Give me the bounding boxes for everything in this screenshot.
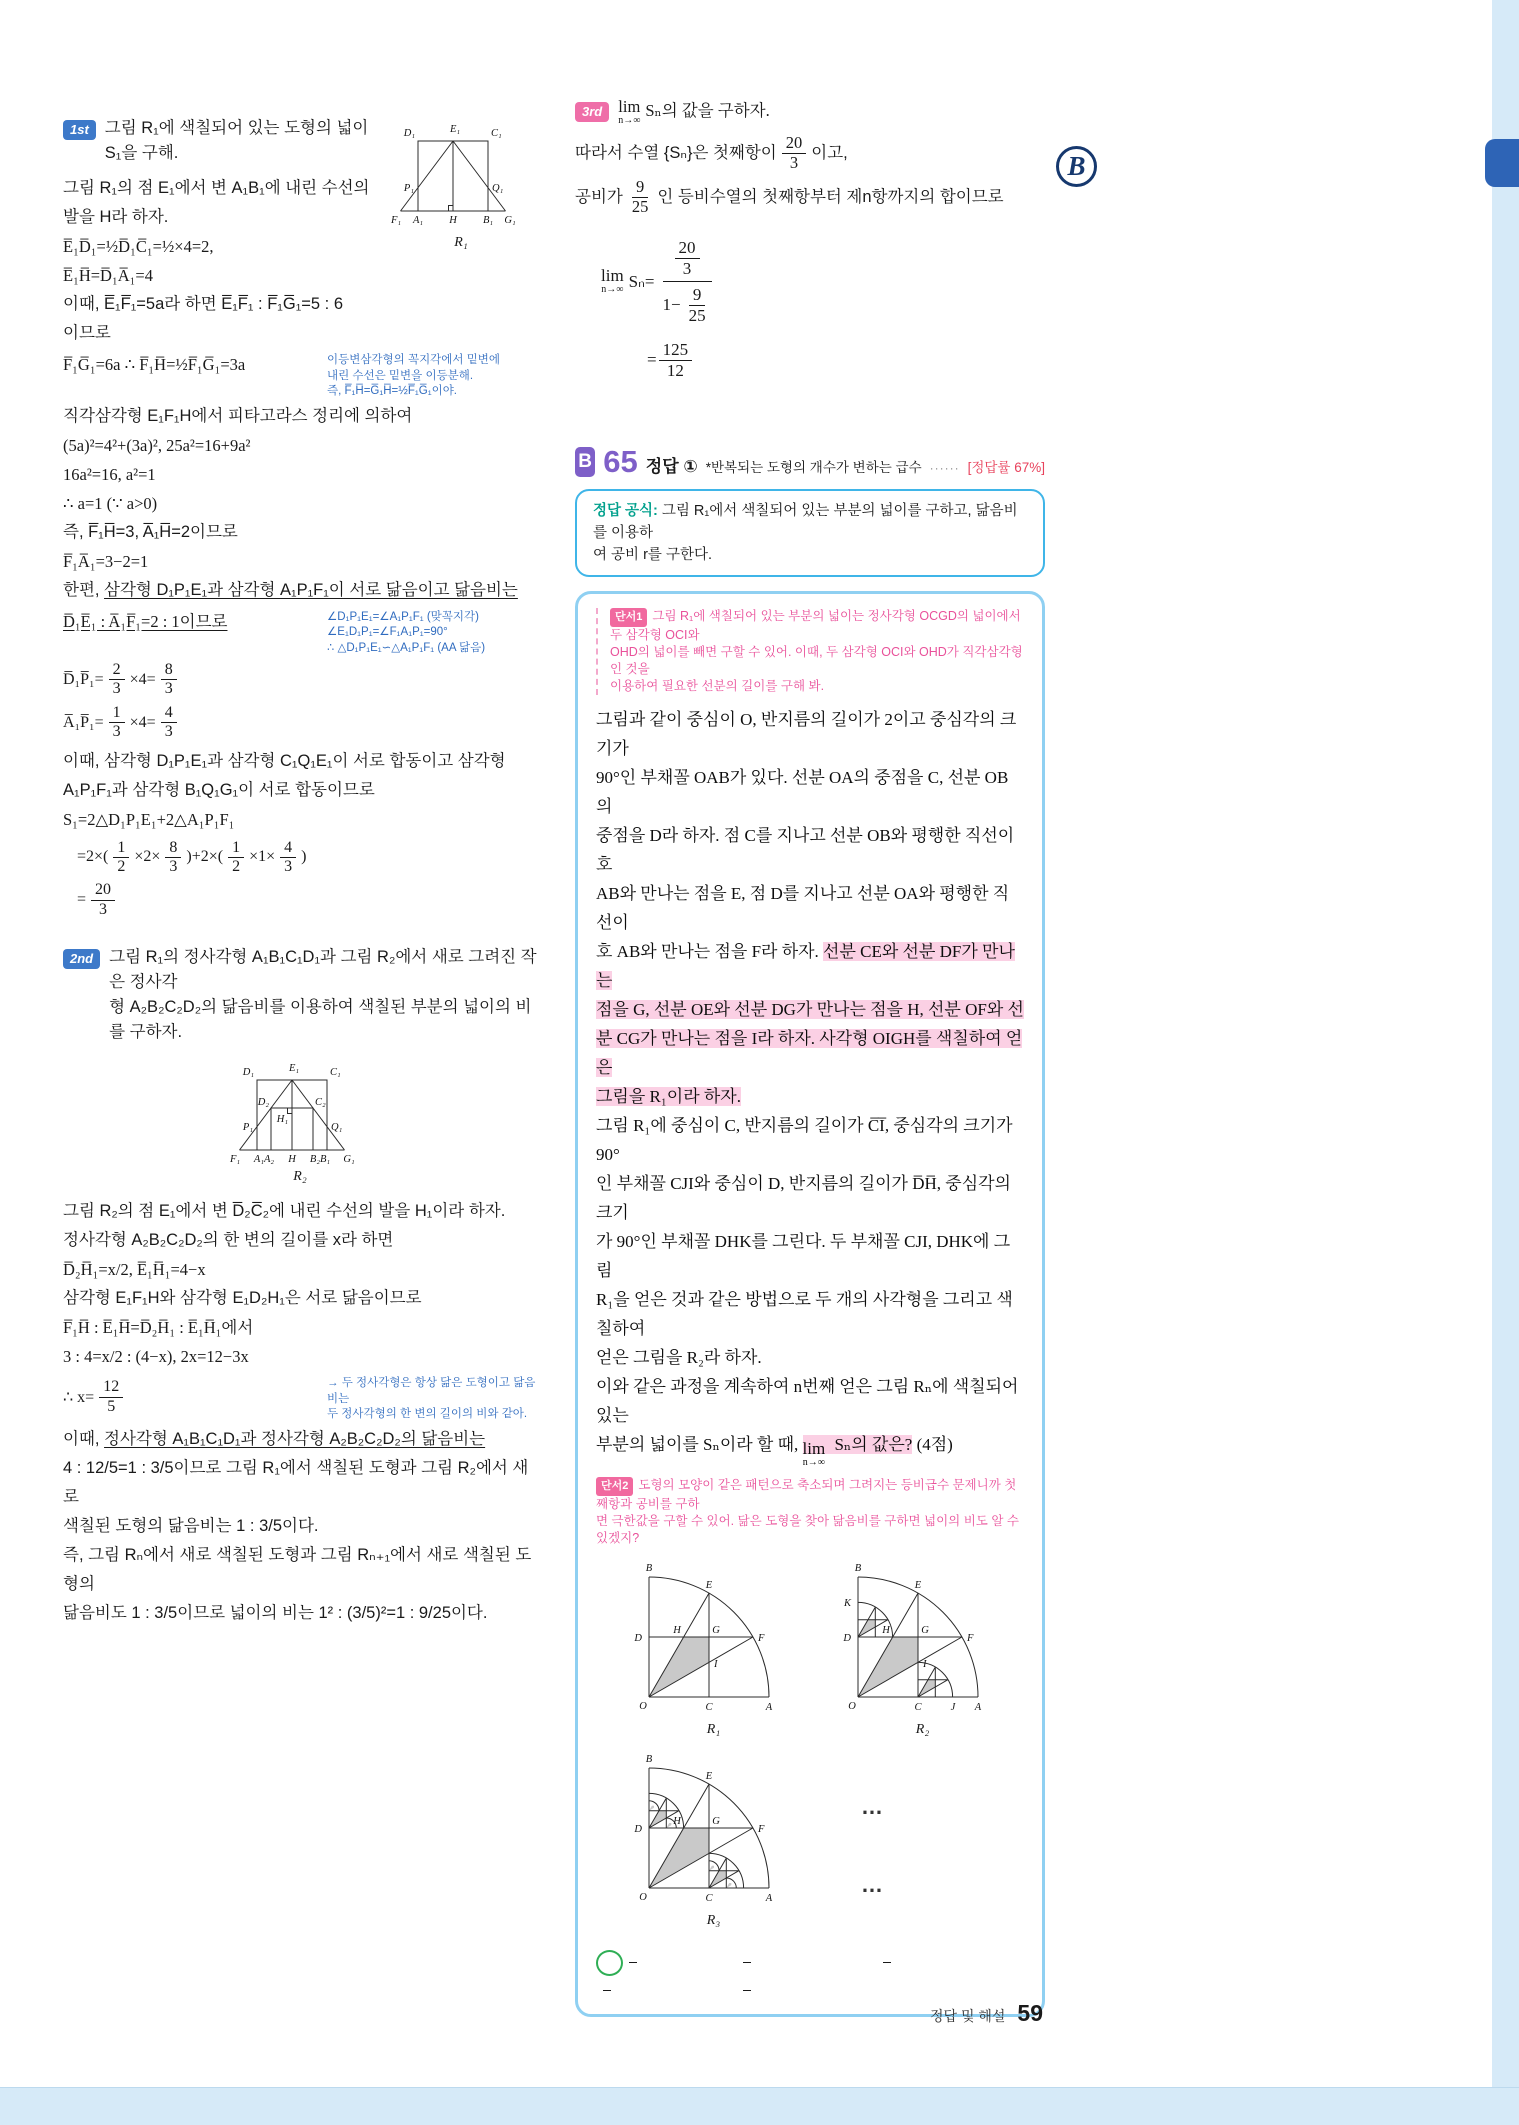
step3-badge: 3rd <box>575 102 609 122</box>
fraction: $\frac{20}{3}$ <box>675 238 700 278</box>
problem-line: R₁을 얻은 것과 같은 방법으로 두 개의 사각형을 그리고 색칠하여 <box>596 1290 1013 1339</box>
solution-line: 16a²=16, a²=1 <box>63 464 156 484</box>
problem-line: 그림 R₁에 중심이 C, 반지름의 길이가 C̅I̅, 중심각의 크기가 90° <box>596 1116 1013 1165</box>
solution-line: ∴ a=1 (∵ a>0) <box>63 493 158 513</box>
option-4[interactable] <box>596 1990 736 1991</box>
right-column <box>575 98 1045 2017</box>
label-j: J <box>950 1701 955 1713</box>
fraction <box>743 1990 751 1991</box>
label-h: H <box>672 1624 681 1636</box>
step1-goal: 그림 R₁에 색칠되어 있는 도형의 넓이 S₁을 구해. <box>104 119 369 162</box>
fraction: $\frac{2}{3}$ <box>109 661 125 699</box>
label-h: H <box>288 1154 296 1166</box>
text-segment: 인 등비수열의 첫째항부터 제n항까지의 합이므로 <box>657 188 1004 207</box>
label-a: A <box>765 1701 772 1713</box>
label-f: F <box>757 1632 764 1644</box>
clue-text: 이용하여 필요한 선분의 길이를 구해 봐. <box>610 679 825 694</box>
figure-r1-solution <box>385 116 537 251</box>
problem-body <box>596 705 1024 1468</box>
fraction <box>603 1990 611 1991</box>
label-p1: P₁ <box>242 1122 253 1134</box>
text-segment: ∴ x= <box>63 1388 95 1406</box>
clue2-badge: 단서2 <box>596 1477 633 1496</box>
text-segment: = <box>77 891 87 909</box>
solution-line: 즉, 그림 Rₙ에서 새로 색칠된 도형과 그림 Rₙ₊₁에서 새로 색칠된 도형의 <box>63 1545 532 1593</box>
option-5[interactable] <box>736 1990 876 1991</box>
blue-note-line: 내린 수선은 밑변을 이등분해. <box>327 369 474 382</box>
text-segment: ×2× <box>134 848 161 866</box>
shaded-quad-micro <box>726 1883 731 1888</box>
figure-caption: R₂ <box>915 1721 930 1737</box>
solution-line: (5a)²=4²+(3a)², 25a²=16+9a² <box>63 435 251 455</box>
blue-note-line: ∠D₁P₁E₁=∠A₁P₁F₁ (맞꼭지각) <box>327 610 479 623</box>
fraction: $\frac{8}{3}$ <box>165 839 181 877</box>
fraction <box>883 1962 891 1963</box>
label-g: G <box>920 1624 929 1636</box>
step2-badge: 2nd <box>63 949 100 969</box>
problem-header <box>575 444 1045 480</box>
blue-note-line: 이등변삼각형의 꼭지각에서 밑변에 <box>327 354 501 366</box>
figure-row-2 <box>616 1748 1024 1929</box>
solution-line <box>63 576 537 605</box>
step2-header <box>63 945 537 1045</box>
solution-line <box>575 134 1045 173</box>
fraction <box>743 1962 751 1963</box>
solution-line: 3 : 4=x/2 : (4−x), 2x=12−3x <box>63 1347 249 1367</box>
step1-badge: 1st <box>63 120 96 140</box>
option-1[interactable] <box>596 1950 736 1976</box>
blue-note <box>327 607 537 657</box>
solution-line <box>63 704 537 742</box>
step3-goal: lim n→∞ Sₙ의 값을 구하자. <box>618 97 770 126</box>
figure-r1-lines <box>401 141 506 211</box>
underlined-phrase: D̅₁E̅₁ : A̅₁F̅₁=2 : 1이므로 <box>63 611 228 631</box>
continuation-dots <box>825 1748 883 1898</box>
text-segment: 공비가 <box>575 188 623 207</box>
fraction: $\frac{12}{5}$ <box>99 1378 123 1416</box>
solution-line: 이때, E̅₁F̅₁=5a라 하면 E̅₁F̅₁ : F̅₁G̅₁=5 : 6 <box>63 295 343 313</box>
figure-problem-r3 <box>616 1748 811 1929</box>
label-h: H <box>881 1624 890 1636</box>
label-c1: C₁ <box>491 128 502 139</box>
display-equation <box>601 235 1045 328</box>
limit-symbol: lim n→∞ <box>601 266 624 296</box>
solution-line: 그림 R₁의 점 E₁에서 변 A₁B₁에 내린 수선의 <box>63 179 370 197</box>
figure-problem-r3-svg <box>619 1748 809 1906</box>
page-number: 59 <box>1017 2000 1043 2026</box>
figure-problem-r2-svg <box>828 1557 1018 1715</box>
solution-line: 이때, 삼각형 D₁P₁E₁과 삼각형 C₁Q₁E₁이 서로 합동이고 삼각형 <box>63 751 506 770</box>
fraction: $\frac{125}{12}$ <box>659 340 693 380</box>
label-b: B <box>645 1562 652 1574</box>
label-e: E <box>914 1579 921 1591</box>
figure-caption: R₃ <box>706 1912 721 1928</box>
label-p1: P₁ <box>403 183 414 194</box>
text-segment: ×1× <box>249 848 276 866</box>
text-segment: ×4= <box>129 670 156 688</box>
topic-note: *반복되는 도형의 개수가 변하는 급수 <box>705 460 922 476</box>
solution-line <box>77 881 537 919</box>
underlined-phrase: 삼각형 D₁P₁E₁과 삼각형 A₁P₁F₁이 서로 닮음이고 닮음비는 <box>104 580 518 599</box>
label-q1: Q₁ <box>492 183 504 194</box>
text-segment: )+2×( <box>186 848 224 866</box>
blue-note-line: 즉, F̅₁H̅=G̅₁H̅=½F̅₁G̅₁이야. <box>327 385 458 397</box>
clue1-note <box>596 608 1024 695</box>
fraction: $\frac{9}{25}$ <box>688 285 706 325</box>
problem-line: 가 90°인 부채꼴 DHK를 그린다. 두 부채꼴 CJI, DHK에 그림 <box>596 1232 1011 1281</box>
leader-dots: ······ <box>929 461 960 476</box>
text-segment: ) <box>301 848 307 866</box>
label-i: I <box>713 1658 717 1670</box>
label-d: D <box>633 1632 642 1644</box>
option-3[interactable] <box>876 1950 1016 1976</box>
problem-number: 65 <box>603 444 638 480</box>
text-segment: 한편, <box>63 580 105 599</box>
footer-label: 정답 및 해설 <box>930 2008 1006 2024</box>
text-segment: Sₙ= <box>628 271 655 291</box>
page-footer <box>0 2000 1043 2027</box>
fraction: $\frac{1}{3}$ <box>109 704 125 742</box>
solution-line <box>63 1378 125 1416</box>
fraction: $\frac{4}{3}$ <box>161 704 177 742</box>
problem-line: 부분의 넓이를 Sₙ이라 할 때, lim n→∞ Sₙ의 값은? (4점) <box>596 1435 953 1469</box>
text-segment: 그림 R₁의 정사각형 A₁B₁C₁D₁과 그림 R₂에서 새로 그려진 작은 정사각 <box>109 948 537 992</box>
fraction: $\frac{20}{3}$ <box>91 881 115 919</box>
label-f1: F₁ <box>390 215 402 226</box>
fraction: $\frac{4}{3}$ <box>280 839 296 877</box>
correct-rate: [정답률 67%] <box>967 460 1045 476</box>
label-e: E <box>705 1579 712 1591</box>
problem-line: 그림과 같이 중심이 O, 반지름의 길이가 2이고 중심각의 크기가 <box>596 710 1017 759</box>
label-i: I <box>922 1658 926 1670</box>
option-2[interactable] <box>736 1950 876 1976</box>
problem-box <box>575 591 1045 2016</box>
solution-line: A₁P₁F₁과 삼각형 B₁Q₁G₁이 서로 합동이므로 <box>63 780 375 799</box>
label-c: C <box>704 1892 713 1904</box>
highlighted-phrase: 그림을 R₁이라 하자. <box>596 1087 741 1107</box>
label-d2: D₂ <box>257 1097 269 1109</box>
solution-line: 즉, F̅₁H̅=3, A̅₁H̅=2이므로 <box>63 522 238 541</box>
figure-caption: R₂ <box>293 1169 307 1185</box>
problem-line <box>596 1082 1024 1111</box>
step3-header <box>575 98 1045 126</box>
limit-symbol: lim n→∞ <box>802 1439 826 1469</box>
label-c1: C₁ <box>330 1067 341 1079</box>
label-g: G <box>711 1815 720 1827</box>
problem-line <box>596 1024 1024 1082</box>
step1-header <box>63 116 377 166</box>
text-segment: = <box>647 350 657 370</box>
label-f1: F₁ <box>229 1154 241 1166</box>
solution-line: 그림 R₂의 점 E₁에서 변 D̅₂C̅₂에 내린 수선의 발을 H₁이라 하자. <box>63 1202 506 1221</box>
clue2-note <box>596 1477 1024 1547</box>
formula-label: 정답 공식: <box>593 503 658 520</box>
label-h: H <box>672 1815 681 1827</box>
ellipsis: … <box>861 1793 883 1819</box>
label-d: D <box>633 1823 642 1835</box>
display-equation <box>647 340 1045 380</box>
figure-caption: R₁ <box>454 235 468 250</box>
text-segment: 이고, <box>811 144 848 163</box>
correct-answer-ring <box>596 1950 623 1976</box>
problem-line: 호 AB와 만나는 점을 F라 하자. 선분 CE와 선분 DF가 만나는 <box>596 942 1015 991</box>
figure-problem-r1-svg <box>619 1557 809 1715</box>
solution-row <box>63 607 537 657</box>
limit-symbol: lim n→∞ <box>618 97 641 126</box>
clue-text: 도형의 모양이 같은 패턴으로 축소되며 그려지는 등비급수 문제니까 첫째항과 공비를 구하 <box>596 1477 1017 1511</box>
fraction: $\frac{1}{2}$ <box>228 839 244 877</box>
label-g: G <box>711 1624 720 1636</box>
fraction <box>629 1962 637 1963</box>
solution-line: S₁=2△D₁P₁E₁+2△A₁P₁F₁ <box>63 809 235 829</box>
figure-r2-solution <box>63 1055 537 1185</box>
label-f: F <box>757 1823 764 1835</box>
figure-problem-r2 <box>825 1557 1020 1738</box>
label-d1: D₁ <box>242 1067 254 1079</box>
answer-options <box>596 1943 1024 1998</box>
text-segment: A̅₁P̅₁= <box>63 713 104 731</box>
label-o: O <box>847 1700 856 1712</box>
label-b2b1: B₂B₁ <box>309 1154 331 1166</box>
clue-text: OHD의 넓이를 빼면 구할 수 있어. 이때, 두 삼각형 OCI와 OHD가 직각삼각형인 것을 <box>610 645 1023 677</box>
label-a1: A₁ <box>412 215 424 226</box>
fraction: $\frac{20}{3}$ <box>782 134 807 173</box>
text-segment: =2×( <box>77 848 109 866</box>
label-q1: Q₁ <box>331 1122 343 1134</box>
figure-problem-r1 <box>616 1557 811 1738</box>
problem-line: 인 부채꼴 CJI와 중심이 D, 반지름의 길이가 D̅H̅, 중심각의 크기 <box>596 1174 1011 1223</box>
label-b1: B₁ <box>482 215 494 226</box>
figure-caption: R₁ <box>706 1721 721 1737</box>
highlighted-phrase: 점을 G, 선분 OE와 선분 DG가 만나는 점을 H, 선분 OF와 선 <box>596 1000 1024 1020</box>
blue-note-line: ∠E₁D₁P₁=∠F₁A₁P₁=90° <box>327 626 448 638</box>
blue-note <box>327 350 537 400</box>
page-edge-right <box>1492 0 1519 2125</box>
figure-row-1 <box>616 1557 1024 1738</box>
big-fraction: $\frac{20}{3}$ 1− $\frac{9}{25}$ <box>657 235 718 328</box>
blue-note <box>327 1373 537 1423</box>
problem-line: 90°인 부채꼴 OAB가 있다. 선분 OA의 중점을 C, 선분 OB의 <box>596 768 1009 817</box>
solution-line: D̅₂H̅₁=x/2, E̅₁H̅₁=4−x <box>63 1260 206 1280</box>
text-segment: ×4= <box>129 713 156 731</box>
solution-line: 이므로 <box>63 324 111 342</box>
answer-formula-box <box>575 489 1045 577</box>
label-o: O <box>638 1891 647 1903</box>
solution-line <box>575 178 1045 217</box>
formula-text: 그림 R₁에서 색칠되어 있는 부분의 넓이를 구하고, 닮음비를 이용하 <box>593 503 1018 542</box>
label-b: B <box>854 1562 861 1574</box>
problem-line: AB와 만나는 점을 E, 점 D를 지나고 선분 OA와 평행한 직선이 <box>596 884 1010 933</box>
label-a: A <box>765 1892 772 1904</box>
solution-line: E̅₁D̅₁=½D̅₁C̅₁=½×4=2, <box>63 237 214 256</box>
text-segment: 따라서 수열 {Sₙ}은 첫째항이 <box>575 144 777 163</box>
fraction: $\frac{9}{25}$ <box>631 177 649 217</box>
problem-line: 중점을 D라 하자. 점 C를 지나고 선분 OB와 평행한 직선이 호 <box>596 826 1015 875</box>
label-e: E <box>705 1770 712 1782</box>
solution-row <box>63 350 537 400</box>
shaded-quad-micro <box>709 1865 714 1870</box>
solution-line: 색칠된 도형의 닮음비는 1 : 3/5이다. <box>63 1516 319 1535</box>
label-a: A <box>974 1701 981 1713</box>
solution-line: 정사각형 A₂B₂C₂D₂의 한 변의 길이를 x라 하면 <box>63 1231 394 1250</box>
highlighted-phrase: 분 CG가 만나는 점을 I라 하자. 사각형 OIGH를 색칠하여 얻은 <box>596 1029 1023 1078</box>
label-h: H <box>449 215 457 226</box>
solution-line: F̅₁H̅ : E̅₁H̅=D̅₂H̅₁ : E̅₁H̅₁에서 <box>63 1318 254 1338</box>
text-segment: 이때, <box>63 1429 105 1448</box>
right-angle-mark <box>449 206 454 212</box>
blue-note-line: 두 정사각형의 한 변의 길이의 비와 같아. <box>327 1408 528 1421</box>
label-g1: G₁ <box>504 215 516 226</box>
text-segment: D̅₁P̅₁= <box>63 670 104 688</box>
solution-line: 닮음비도 1 : 3/5이므로 넓이의 비는 1² : (3/5)²=1 : 9/25이다. <box>63 1603 488 1622</box>
label-f: F <box>966 1632 973 1644</box>
label-e1: E₁ <box>288 1063 300 1075</box>
step2-goal <box>109 945 537 1045</box>
highlighted-phrase: lim n→∞ Sₙ의 값은? <box>802 1435 913 1469</box>
shaded-quad-micro <box>649 1805 654 1810</box>
label-h1: H₁ <box>276 1114 288 1126</box>
label-c2: C₂ <box>315 1097 326 1109</box>
label-d: D <box>842 1632 851 1644</box>
figure-r1-svg <box>386 116 536 228</box>
formula-text: 여 공비 r를 구한다. <box>593 547 712 564</box>
chapter-side-tab <box>1485 139 1519 187</box>
label-k: K <box>843 1597 851 1609</box>
solution-line: 발을 H라 하자. <box>63 208 169 226</box>
text-segment: 형 A₂B₂C₂D₂의 닮음비를 이용하여 색칠된 부분의 넓이의 비를 구하자. <box>109 998 532 1042</box>
answer-label: 정답 ① <box>645 457 698 477</box>
clue-text: 면 극한값을 구할 수 있어. 닮은 도형을 찾아 닮음비를 구하면 넓이의 비도 알 수 있겠지? <box>596 1513 1019 1545</box>
solution-line <box>63 1425 537 1454</box>
solution-line: 직각삼각형 E₁F₁H에서 피타고라스 정리에 의하여 <box>63 406 413 425</box>
problem-line: 이와 같은 과정을 계속하여 n번째 얻은 그림 Rₙ에 색칠되어 있는 <box>596 1377 1019 1426</box>
figure-r2-lines <box>240 1080 345 1150</box>
solution-line: F̅₁A̅₁=3−2=1 <box>63 551 149 571</box>
label-g1: G₁ <box>343 1154 355 1166</box>
label-e1: E₁ <box>449 124 461 135</box>
page-edge-bottom <box>0 2087 1519 2125</box>
problem-line <box>596 995 1024 1024</box>
solution-line <box>77 839 537 877</box>
ellipsis: … <box>861 1871 883 1897</box>
right-angle-mark <box>288 1108 293 1114</box>
fraction: $\frac{8}{3}$ <box>161 661 177 699</box>
underlined-phrase: 정사각형 A₁B₁C₁D₁과 정사각형 A₂B₂C₂D₂의 닮음비는 <box>104 1429 486 1448</box>
solution-line <box>63 661 537 699</box>
problem-section-badge: B <box>575 447 595 477</box>
blue-note-line: → 두 정사각형은 항상 닮은 도형이고 닮음비는 <box>327 1377 536 1405</box>
label-a1a2: A₁A₂ <box>253 1154 275 1166</box>
highlighted-phrase: 선분 CE와 선분 DF가 만나는 <box>596 942 1015 991</box>
section-b-marker: B <box>1056 146 1097 187</box>
clue-text: 그림 R₁에 색칠되어 있는 부분의 넓이는 정사각형 OCGD의 넓이에서 두 삼각형 OCI와 <box>610 609 1021 643</box>
solution-line: F̅₁G̅₁=6a ∴ F̅₁H̅=½F̅₁G̅₁=3a <box>63 355 246 374</box>
label-o: O <box>638 1700 647 1712</box>
left-column <box>63 116 537 1628</box>
solution-line: 4 : 12/5=1 : 3/5이므로 그림 R₁에서 색칠된 도형과 그림 R₂에서 새로 <box>63 1458 529 1506</box>
clue1-badge: 단서1 <box>610 608 647 627</box>
solution-row <box>63 1373 537 1423</box>
label-c: C <box>913 1701 922 1713</box>
label-d1: D₁ <box>403 128 415 139</box>
label-b: B <box>645 1753 652 1765</box>
solution-line: E̅₁H̅=D̅₁A̅₁=4 <box>63 266 153 285</box>
figure-r2-svg <box>225 1055 375 1167</box>
fraction: $\frac{1}{2}$ <box>113 839 129 877</box>
label-c: C <box>704 1701 713 1713</box>
solution-line: 삼각형 E₁F₁H와 삼각형 E₁D₂H₁은 서로 닮음이므로 <box>63 1289 422 1308</box>
blue-note-line: ∴ △D₁P₁E₁∽△A₁P₁F₁ (AA 닮음) <box>327 641 486 654</box>
shaded-quad-micro <box>666 1823 671 1828</box>
problem-line: 얻은 그림을 R₂라 하자. <box>596 1348 762 1368</box>
